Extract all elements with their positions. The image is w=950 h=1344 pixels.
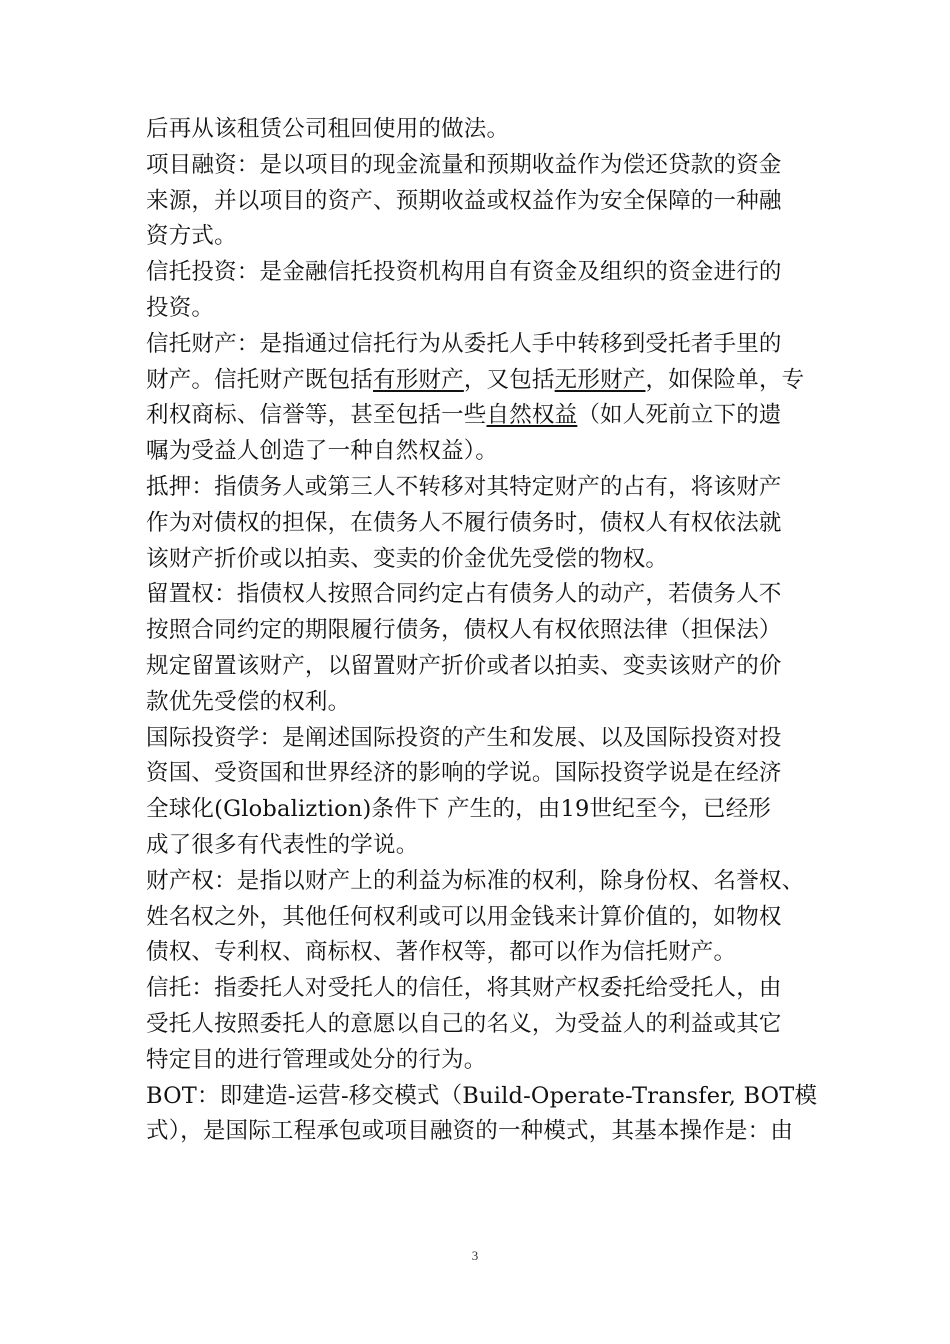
text-line: 特定目的进行管理或处分的行为。: [146, 1046, 487, 1073]
text-line: 该财产折价或以拍卖、变卖的价金优先受偿的物权。: [146, 545, 669, 572]
underlined-term: 自然权益: [486, 402, 578, 429]
text-line: 来源，并以项目的资产、预期收益或权益作为安全保障的一种融: [146, 187, 782, 214]
text-line: 资方式。: [146, 223, 237, 250]
text-segment: 财产。信托财产既包括: [146, 366, 374, 393]
text-line: 财产权：是指以财产上的利益为标准的权利，除身份权、名誉权、: [146, 867, 805, 894]
page-number: 3: [471, 1248, 479, 1263]
text-line: 信托财产：是指通过信托行为从委托人手中转移到受托者手里的: [146, 330, 782, 357]
text-line: 国际投资学：是阐述国际投资的产生和发展、以及国际投资对投: [146, 724, 782, 751]
text-line: BOT：即建造-运营-移交模式（Build-Operate-Transfer, BOT模: [146, 1082, 818, 1109]
text-line: 全球化(Globaliztion)条件下 产生的，由19世纪至今，已经形: [146, 796, 772, 823]
text-line: 成了很多有代表性的学说。: [146, 831, 419, 858]
text-line: 抵押：指债务人或第三人不转移对其特定财产的占有，将该财产: [146, 473, 782, 500]
text-line: 资国、受资国和世界经济的影响的学说。国际投资学说是在经济: [146, 760, 782, 787]
text-line: 后再从该租赁公司租回使用的做法。: [146, 116, 510, 142]
underlined-term: 无形财产: [554, 366, 646, 393]
underlined-term: 有形财产: [373, 366, 464, 393]
text-segment: ，如保险单，专: [645, 366, 805, 393]
text-line: 受托人按照委托人的意愿以自己的名义，为受益人的利益或其它: [146, 1010, 782, 1037]
text-segment: 利权商标、信誉等，甚至包括一些: [146, 402, 487, 429]
text-line: 留置权：指债权人按照合同约定占有债务人的动产，若债务人不: [146, 581, 782, 608]
text-segment: （如人死前立下的遗: [577, 402, 782, 429]
text-line: 款优先受偿的权利。: [146, 688, 351, 715]
text-line: [146, 398, 814, 434]
text-line: 按照合同约定的期限履行债务，债权人有权依照法律（担保法）: [146, 617, 782, 644]
text-line: 式），是国际工程承包或项目融资的一种模式，其基本操作是：由: [146, 1118, 794, 1145]
text-line: 投资。: [146, 294, 215, 321]
text-line: 信托：指委托人对受托人的信任，将其财产权委托给受托人，由: [146, 975, 782, 1002]
text-line: 作为对债权的担保，在债务人不履行债务时，债权人有权依法就: [146, 509, 782, 536]
text-segment: ，又包括: [463, 366, 555, 393]
body-text: [146, 112, 818, 1150]
text-line: 规定留置该财产，以留置财产折价或者以拍卖、变卖该财产的价: [146, 652, 782, 679]
text-line: 嘱为受益人创造了一种自然权益）。: [146, 438, 498, 465]
text-line: [146, 363, 814, 399]
text-line: 姓名权之外，其他任何权利或可以用金钱来计算价值的，如物权: [146, 903, 782, 930]
text-line: 债权、专利权、商标权、著作权等，都可以作为信托财产。: [146, 939, 737, 966]
text-line: 信托投资：是金融信托投资机构用自有资金及组织的资金进行的: [146, 259, 782, 286]
text-line: 项目融资：是以项目的现金流量和预期收益作为偿还贷款的资金: [146, 151, 782, 178]
